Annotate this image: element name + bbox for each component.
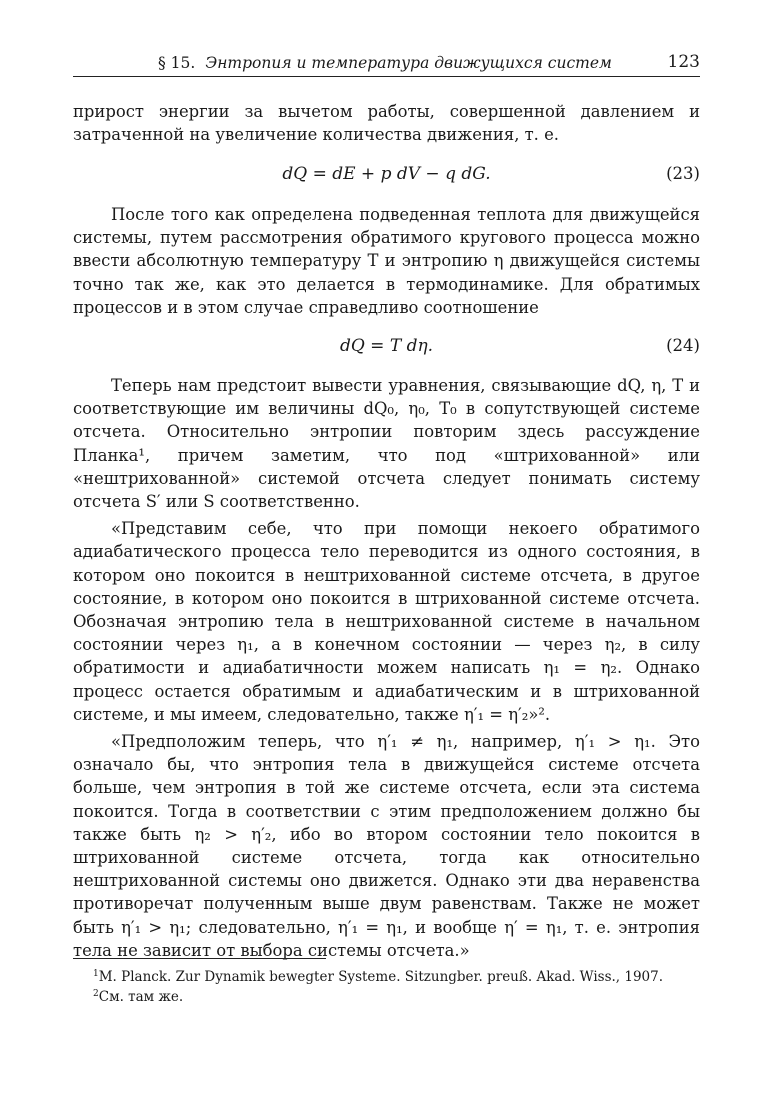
body-block-2 <box>73 203 700 319</box>
running-title <box>158 54 612 72</box>
footnote-2 <box>93 984 183 1007</box>
section-title: Энтропия и температура движущихся систем <box>205 54 612 72</box>
page-number: 123 <box>667 52 700 72</box>
running-header <box>73 52 700 77</box>
footnote-2-mark: 2 <box>93 989 99 999</box>
footnote-2-text: См. там же. <box>98 989 184 1005</box>
equation-24-number: (24) <box>666 336 700 355</box>
paragraph-5: «Предположим теперь, что η′₁ ≠ η₁, например, η′₁ > η₁. Это означало бы, что энтропия тела в движущейся системе отсчета больше, чем энтропия в той же системе отсчета, если эта система покоится. Тогда в соответствии с этим предположением должно бы также быть η₂ > η′₂, ибо во втором состоянии тело покоится в штрихованной системе отсчета, тогда как относительно нештрихованной системы оно движется. Однако эти два неравенства противоречат полученным выше двум равенствам. Также не может быть η′₁ > η₁; следовательно, η′₁ = η₁, и вообще η′ = η₁, т. е. энтропия тела не зависит от выбора системы отсчета.» <box>73 732 700 960</box>
section-number: § 15. <box>158 54 196 72</box>
paragraph-1: прирост энергии за вычетом работы, совершенной давлением и затраченной на увеличение количества движения, т. е. <box>73 102 700 145</box>
paragraph-4: «Представим себе, что при помощи некоего обратимого адиабатического процесса тело переводится из одного состояния, в котором оно покоится в нештрихованной системе отсчета, в другое состояние, в котором оно покоится в штрихованной системе отсчета. Обозначая энтропию тела в нештрихованной системе в начальном состоянии через η₁, а в конечном состоянии — через η₂, в силу обратимости и адиабатичности можем написать η₁ = η₂. Однако процесс остается обратимым и адиабатическим и в штрихованной системе, и мы имеем, следовательно, также η′₁ = η′₂»². <box>73 519 700 724</box>
body-block-3 <box>73 374 700 962</box>
equation-23 <box>73 164 700 190</box>
paragraph-2: После того как определена подведенная теплота для движущейся системы, путем рассмотрения обратимого кругового процесса можно ввести абсолютную температуру T и энтропию η движущейся системы точно так же, как это делается в термодинамике. Для обратимых процессов и в этом случае справедливо соотношение <box>73 205 700 317</box>
footnote-rule <box>73 958 326 959</box>
footnote-1-mark: 1 <box>93 969 99 979</box>
body-block-1 <box>73 100 700 146</box>
equation-23-number: (23) <box>666 164 700 183</box>
footnote-1-text: M. Planck. Zur Dynamik bewegter Systeme. Sitzungber. preuß. Akad. Wiss., 1907. <box>98 969 664 985</box>
paragraph-3: Теперь нам предстоит вывести уравнения, связывающие dQ, η, T и соответствующие им величины dQ₀, η₀, T₀ в сопутствующей системе отсчета. Относительно энтропии повторим здесь рассуждение Планка¹, причем заметим, что под «штрихованной» или «нештрихованной» системой отсчета следует понимать систему отсчета S′ или S соответственно. <box>73 376 700 512</box>
equation-24 <box>73 336 700 362</box>
equation-23-expression: dQ = dE + p dV − q dG. <box>282 164 491 184</box>
equation-24-expression: dQ = T dη. <box>339 336 434 356</box>
